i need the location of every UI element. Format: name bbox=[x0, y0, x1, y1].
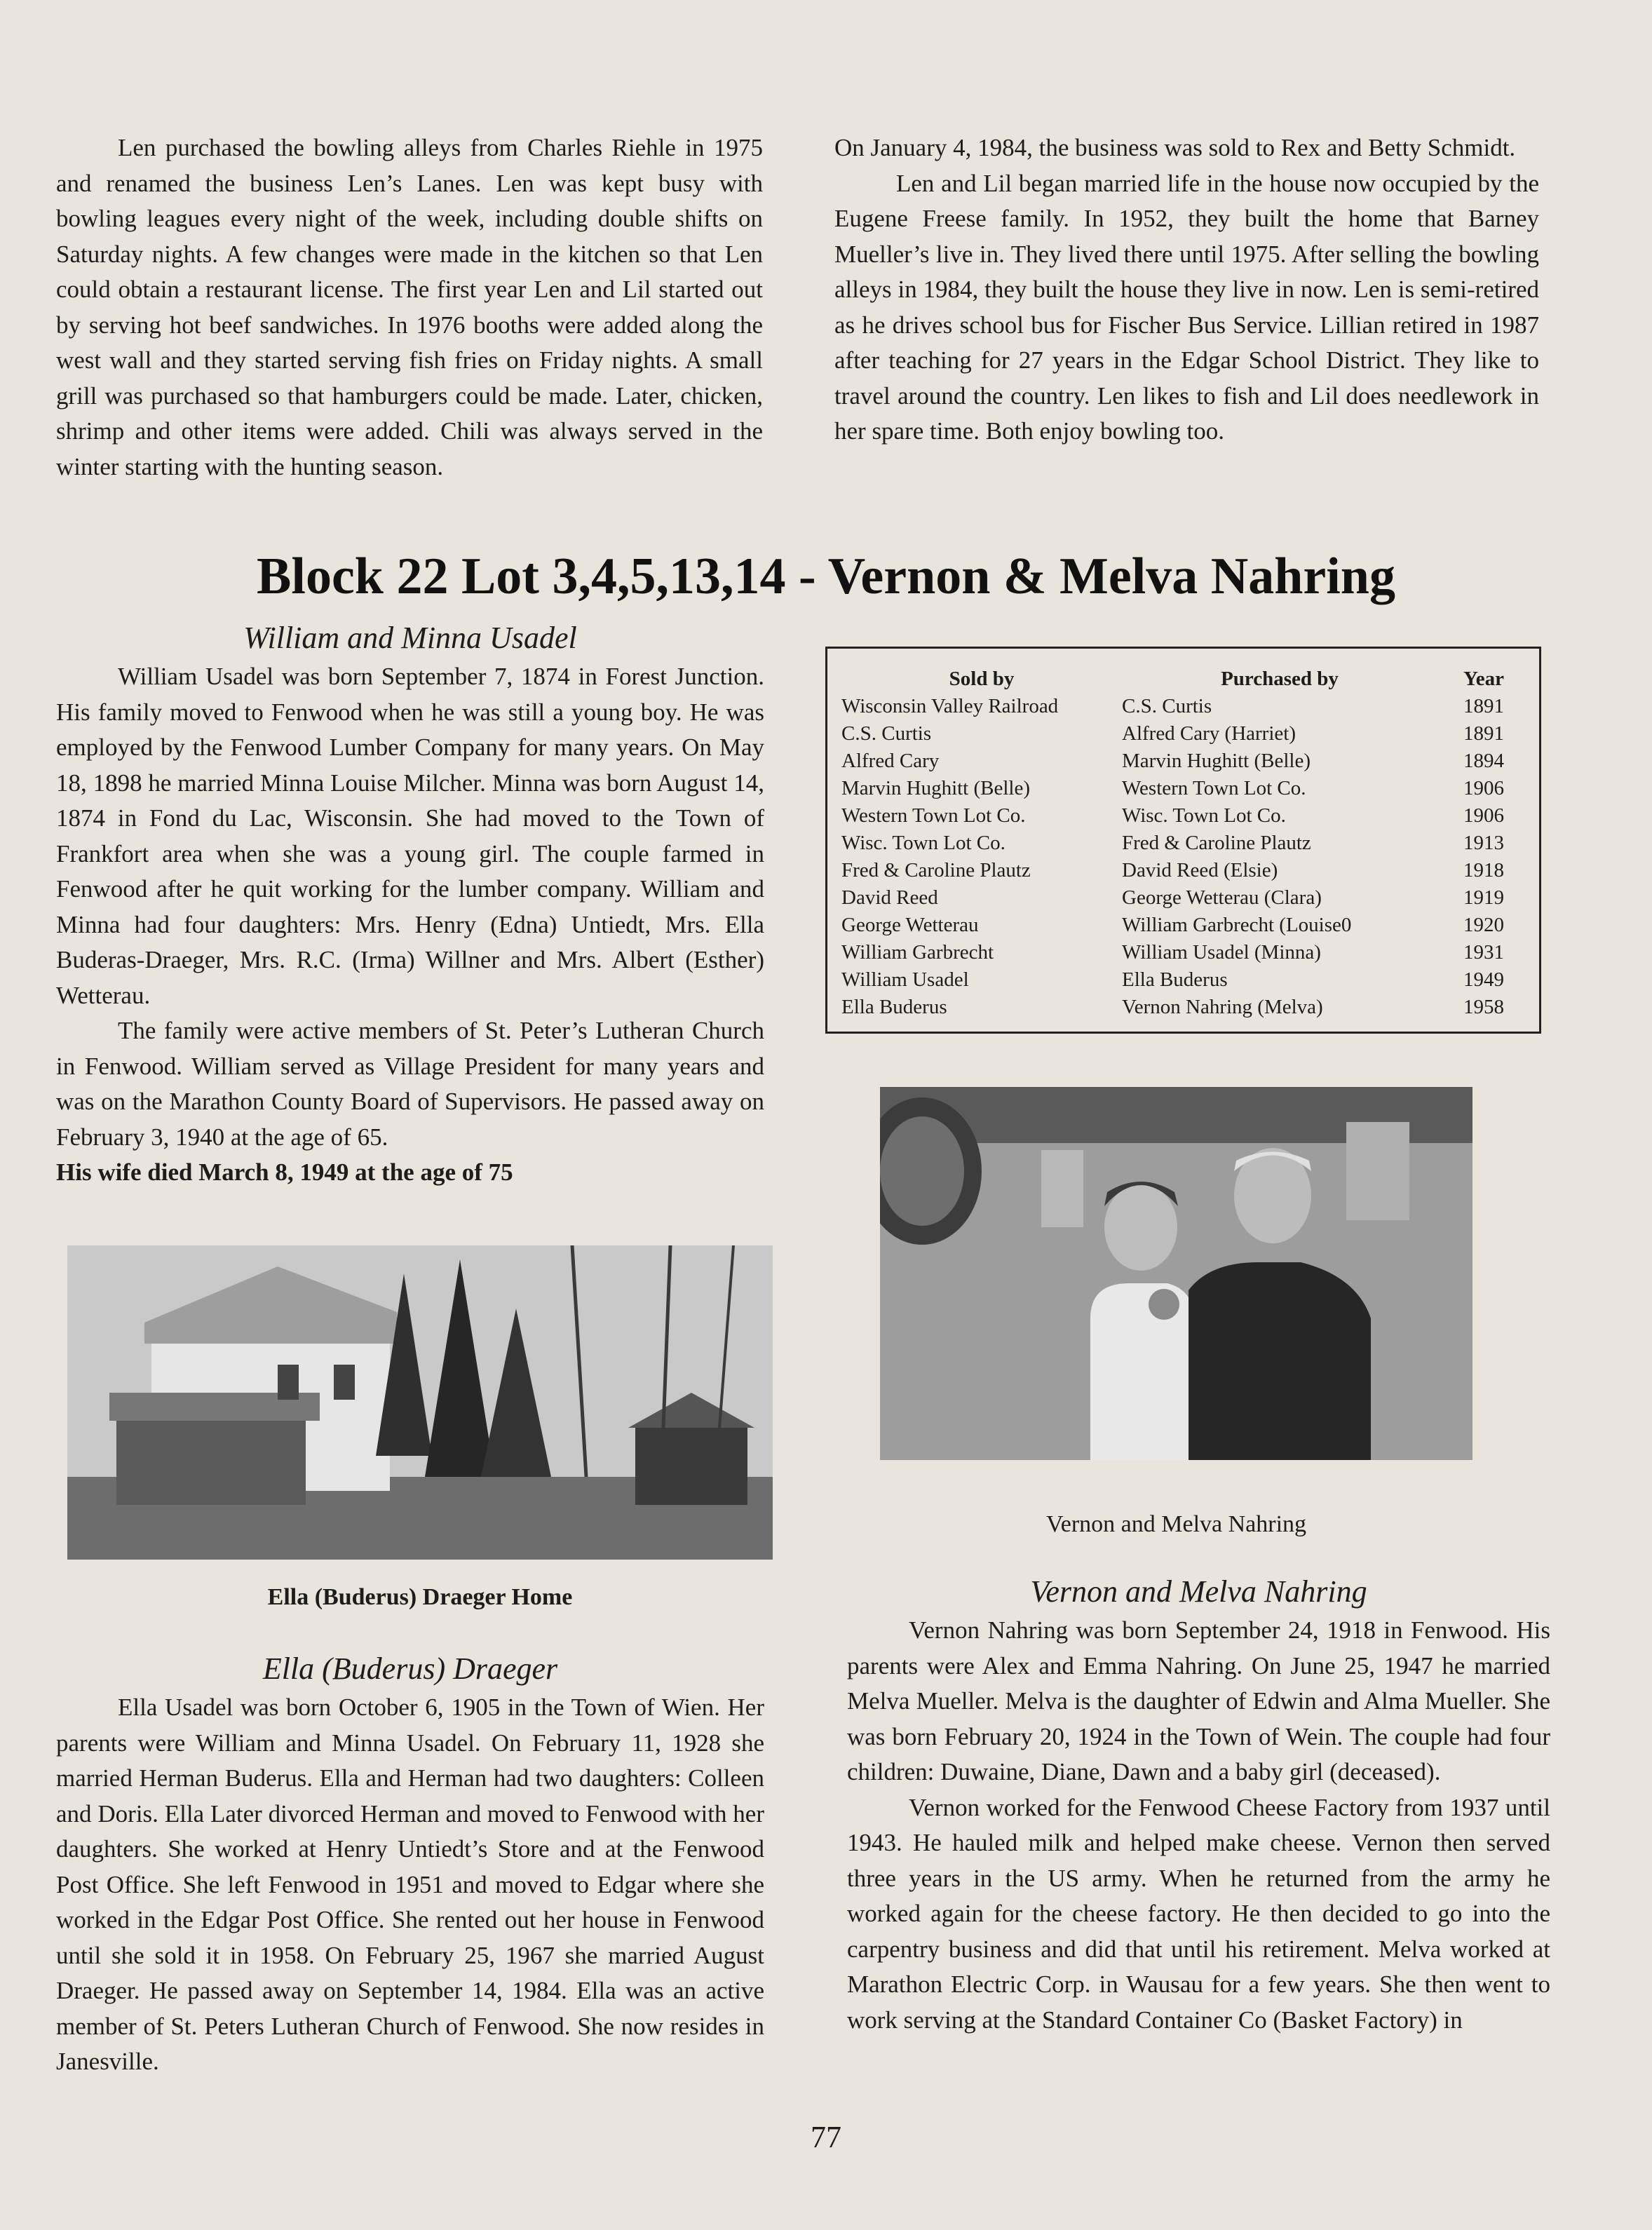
top-left-column bbox=[56, 130, 763, 485]
year-header: Year bbox=[1463, 668, 1504, 690]
sold-by-cell: William Usadel bbox=[841, 968, 969, 991]
purchased-by-cell: Alfred Cary (Harriet) bbox=[1122, 722, 1296, 745]
sold-by-cell: Wisc. Town Lot Co. bbox=[841, 832, 1006, 854]
year-cell: 1906 bbox=[1463, 777, 1504, 799]
nahring-paragraph-2: Vernon worked for the Fenwood Cheese Factory from 1937 until 1943. He hauled milk and helped make cheese. Vernon then served three years in the US army. When he returned from the army he worked again for the cheese factory. He then decided to go into the carpentry business and did that until his retirement. Melva worked at Marathon Electric Corp. in Wausau for a few years. She then went to work serving at the Standard Container Co (Basket Factory) in bbox=[847, 1793, 1550, 2034]
purchased-by-cell: William Usadel (Minna) bbox=[1122, 941, 1321, 964]
sales-history-table bbox=[825, 647, 1541, 1034]
sold-by-cell: William Garbrecht bbox=[841, 941, 994, 964]
year-cell: 1958 bbox=[1463, 996, 1504, 1018]
year-cell: 1919 bbox=[1463, 886, 1504, 909]
sold-by-cell: David Reed bbox=[841, 886, 938, 909]
sold-by-cell: Alfred Cary bbox=[841, 750, 940, 772]
page-number: 77 bbox=[811, 2120, 841, 2154]
purchased-by-cell: David Reed (Elsie) bbox=[1122, 859, 1278, 881]
purchased-by-cell: Fred & Caroline Plautz bbox=[1122, 832, 1311, 854]
year-cell: 1931 bbox=[1463, 941, 1504, 964]
block-heading: Block 22 Lot 3,4,5,13,14 - Vernon & Melva Nahring bbox=[257, 548, 1395, 605]
purchased-by-cell: William Garbrecht (Louise0 bbox=[1122, 914, 1352, 936]
sold-by-header: Sold by bbox=[949, 668, 1015, 690]
year-cell: 1906 bbox=[1463, 804, 1504, 827]
table-row bbox=[841, 748, 1530, 775]
bowling-paragraph: Len purchased the bowling alleys from Charles Riehle in 1975 and renamed the business Len’s Lanes. Len was kept busy with bowling leagues every night of the week, including double shifts on Saturday nights. A few changes were made in the kitchen so that Len could obtain a restaurant license. The first year Len and Lil started out by serving hot beef sandwiches. In 1976 booths were added along the west wall and they started serving fish fries on Friday nights. A small grill was purchased so that hamburgers could be made. Later, chicken, shrimp and other items were added. Chili was always served in the winter starting with the hunting season. bbox=[56, 134, 763, 480]
sold-by-cell: Fred & Caroline Plautz bbox=[841, 859, 1031, 881]
table-row bbox=[841, 994, 1530, 1021]
table-row bbox=[841, 775, 1530, 802]
year-cell: 1913 bbox=[1463, 832, 1504, 854]
year-cell: 1920 bbox=[1463, 914, 1504, 936]
purchased-by-cell: Western Town Lot Co. bbox=[1122, 777, 1306, 799]
draeger-subheading: Ella (Buderus) Draeger bbox=[262, 1651, 558, 1686]
purchased-by-cell: Ella Buderus bbox=[1122, 968, 1228, 991]
sold-by-cell: George Wetterau bbox=[841, 914, 979, 936]
purchased-by-cell: Marvin Hughitt (Belle) bbox=[1122, 750, 1311, 772]
nahring-subheading: Vernon and Melva Nahring bbox=[1030, 1574, 1367, 1609]
table-row bbox=[841, 830, 1530, 857]
table-header-row bbox=[841, 665, 1530, 693]
sold-by-cell: Wisconsin Valley Railroad bbox=[841, 695, 1059, 717]
draeger-section bbox=[56, 1648, 764, 2080]
table-row bbox=[841, 939, 1530, 966]
table-row bbox=[841, 966, 1530, 994]
business-sold-paragraph: On January 4, 1984, the business was sold to Rex and Betty Schmidt. bbox=[834, 134, 1516, 161]
top-right-column bbox=[834, 130, 1539, 450]
year-cell: 1918 bbox=[1463, 859, 1504, 881]
house-image bbox=[67, 1245, 773, 1560]
year-cell: 1949 bbox=[1463, 968, 1504, 991]
table-row bbox=[841, 802, 1530, 830]
purchased-by-cell: Vernon Nahring (Melva) bbox=[1122, 996, 1323, 1018]
table-row bbox=[841, 884, 1530, 912]
sales-table-grid bbox=[841, 665, 1530, 1021]
year-cell: 1894 bbox=[1463, 750, 1504, 772]
married-life-paragraph: Len and Lil began married life in the house now occupied by the Eugene Freese family. In 1952, they built the home that Barney Mueller’s live in. They lived there until 1975. After selling the bowling alleys in 1984, they built the house they live in now. Len is semi-retired as he drives school bus for Fischer Bus Service. Lillian retired in 1987 after teaching for 27 years in the Edgar School District. They like to travel around the country. Len likes to fish and Lil does needlework in her spare time. Both enjoy bowling too. bbox=[834, 169, 1539, 445]
year-cell: 1891 bbox=[1463, 722, 1504, 745]
table-row bbox=[841, 912, 1530, 939]
table-row bbox=[841, 693, 1530, 720]
usadel-subheading: William and Minna Usadel bbox=[243, 621, 577, 655]
nahring-couple-photo bbox=[880, 1087, 1472, 1460]
sold-by-cell: Western Town Lot Co. bbox=[841, 804, 1026, 827]
purchased-by-cell: C.S. Curtis bbox=[1122, 695, 1212, 717]
purchased-by-cell: George Wetterau (Clara) bbox=[1122, 886, 1322, 909]
couple-image bbox=[880, 1087, 1472, 1460]
usadel-paragraph-1: William Usadel was born September 7, 1874 in Forest Junction. His family moved to Fenwood when he was still a young boy. He was employed by the Fenwood Lumber Company for many years. On May 18, 1898 he married Minna Louise Milcher. Minna was born August 14, 1874 in Fond du Lac, Wisconsin. She had moved to the Town of Frankfort area when she was a young girl. The couple farmed in Fenwood after he quit working for the lumber company. William and Minna had four daughters: Mrs. Henry (Edna) Untiedt, Mrs. Ella Buderas-Draeger, Mrs. R.C. (Irma) Willner and Mrs. Albert (Esther) Wetterau. bbox=[56, 663, 764, 1009]
left-column bbox=[56, 617, 764, 1191]
draeger-home-caption: Ella (Buderus) Draeger Home bbox=[267, 1584, 573, 1610]
table-row bbox=[841, 857, 1530, 884]
sold-by-cell: Ella Buderus bbox=[841, 996, 947, 1018]
draeger-paragraph: Ella Usadel was born October 6, 1905 in the Town of Wien. Her parents were William and Minna Usadel. On February 11, 1928 she married Herman Buderus. Ella and Herman had two daughters: Colleen and Doris. Ella Later divorced Herman and moved to Fenwood with her daughters. She worked at Henry Untiedt’s Store and at the Fenwood Post Office. She left Fenwood in 1951 and moved to Edgar where she worked in the Edgar Post Office. She rented out her house in Fenwood until she sold it in 1958. On February 25, 1967 she married August Draeger. He passed away on September 14, 1984. Ella was an active member of St. Peters Lutheran Church of Fenwood. She now resides in Janesville. bbox=[56, 1694, 764, 2075]
purchased-by-header: Purchased by bbox=[1221, 668, 1339, 690]
nahring-paragraph-1: Vernon Nahring was born September 24, 1918 in Fenwood. His parents were Alex and Emma Nahring. On June 25, 1947 he married Melva Mueller. Melva is the daughter of Edwin and Alma Mueller. She was born February 20, 1924 in the Town of Wein. The couple had four children: Duwaine, Diane, Dawn and a baby girl (deceased). bbox=[847, 1616, 1550, 1785]
sold-by-cell: C.S. Curtis bbox=[841, 722, 932, 745]
year-cell: 1891 bbox=[1463, 695, 1504, 717]
purchased-by-cell: Wisc. Town Lot Co. bbox=[1122, 804, 1286, 827]
nahring-couple-caption: Vernon and Melva Nahring bbox=[1045, 1511, 1307, 1537]
table-row bbox=[841, 720, 1530, 748]
usadel-paragraph-3: His wife died March 8, 1949 at the age of 75 bbox=[56, 1158, 513, 1186]
usadel-paragraph-2: The family were active members of St. Peter’s Lutheran Church in Fenwood. William served as Village President for many years and was on the Marathon County Board of Supervisors. He passed away on February 3, 1940 at the age of 65. bbox=[56, 1017, 764, 1151]
right-column bbox=[847, 1571, 1550, 2038]
sold-by-cell: Marvin Hughitt (Belle) bbox=[841, 777, 1031, 799]
draeger-home-photo bbox=[67, 1245, 773, 1560]
